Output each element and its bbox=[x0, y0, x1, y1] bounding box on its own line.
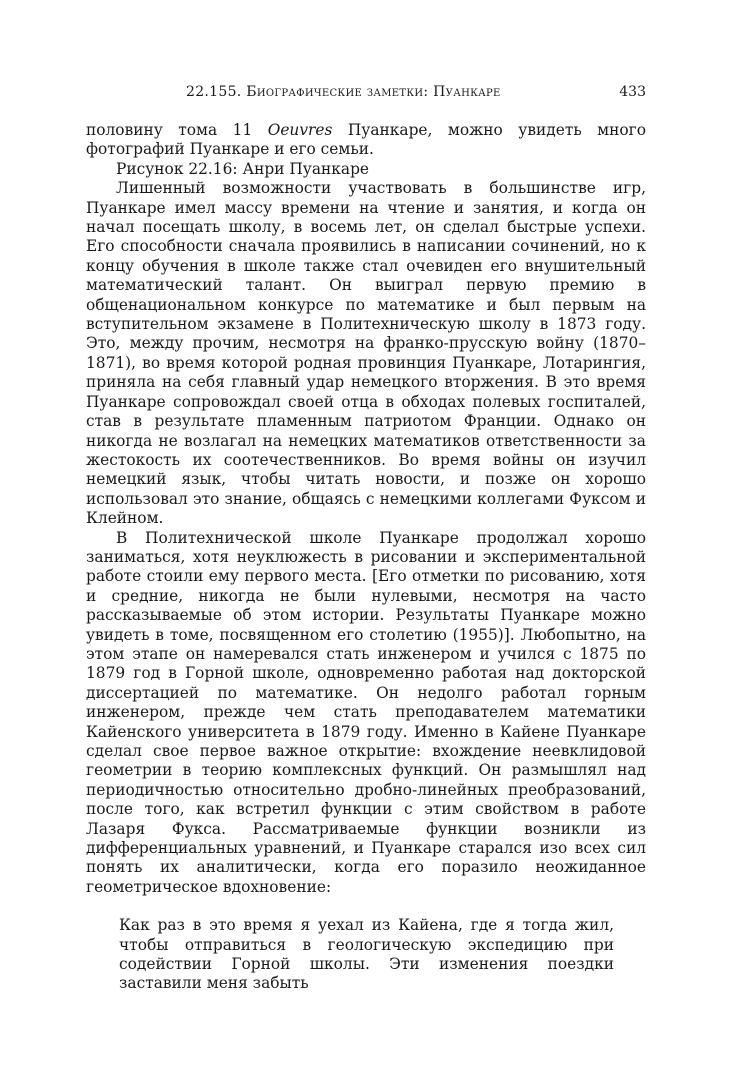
block-quote: Как раз в это время я уехал из Кайена, где я тогда жил, чтобы отправиться в геологическую экспедицию при содействии Горной школы. Эти изменения поездки заставили меня забыть bbox=[119, 916, 614, 993]
header-title: 22.155. Биографические заметки: Пуанкаре bbox=[186, 84, 501, 100]
paragraph-continuation bbox=[86, 121, 646, 160]
para1-text-start: половину тома 11 bbox=[86, 121, 268, 139]
paragraph-childhood: Лишенный возможности участвовать в большинстве игр, Пуанкаре имел массу времени на чтение и занятия, и когда он начал посещать школу, в восемь лет, он сделал быстрые успехи. Его способности сначала проявились в написании сочинений, но к концу обучения в школе также стал очевиден его внушительный математический талант. Он выиграл первую премию в общенациональном конкурсе по математике и был первым на вступительном экзамене в Политехническую школу в 1873 году. Это, между прочим, несмотря на франко-прусскую войну (1870–1871), во время которой родная провинция Пуанкаре, Лотарингия, приняла на себя главный удар немецкого вторжения. В это время Пуанкаре сопровождал своей отца в обходах полевых госпиталей, став в результате пламенным патриотом Франции. Однако он никогда не возлагал на немецких математиков ответственности за жестокость их соотечественников. Во время войны он изучил немецкий язык, чтобы читать новости, и позже он хорошо использовал это знание, общаясь с немецкими коллегами Фуксом и Клейном. bbox=[86, 179, 646, 528]
page-number: 433 bbox=[619, 84, 646, 100]
oeuvres-italic: Oeuvres bbox=[267, 121, 333, 139]
running-header bbox=[86, 84, 646, 104]
paragraph-polytechnique: В Политехнической школе Пуанкаре продолжал хорошо заниматься, хотя неуклюжесть в рисовании и экспериментальной работе стоили ему первого места. [Его отметки по рисованию, хотя и средние, никогда не были нулевыми, несмотря на часто рассказываемые об этом истории. Результаты Пуанкаре можно увидеть в томе, посвященном его столетию (1955)]. Любопытно, на этом этапе он намеревался стать инженером и учился с 1875 по 1879 год в Горной школе, одновременно работая над докторской диссертацией по математике. Он недолго работал горным инженером, прежде чем стать преподавателем математики Кайенского университета в 1879 году. Именно в Кайене Пуанкаре сделал свое первое важное открытие: вхождение неевклидовой геометрии в теорию комплексных функций. Он размышлял над периодичностью относительно дробно-линейных преобразований, после того, как встретил функции с этим свойством в работе Лазаря Фукса. Рассматриваемые функции возникли из дифференциальных уравнений, и Пуанкаре старался изо всех сил понять их аналитически, когда его поразило неожиданное геометрическое вдохновение: bbox=[86, 528, 646, 896]
body-text bbox=[86, 121, 646, 994]
para1-text-end: Пуанкаре, можно увидеть много фотографий Пуанкаре и его семьи. bbox=[86, 121, 647, 159]
figure-caption: Рисунок 22.16: Анри Пуанкаре bbox=[116, 159, 370, 178]
